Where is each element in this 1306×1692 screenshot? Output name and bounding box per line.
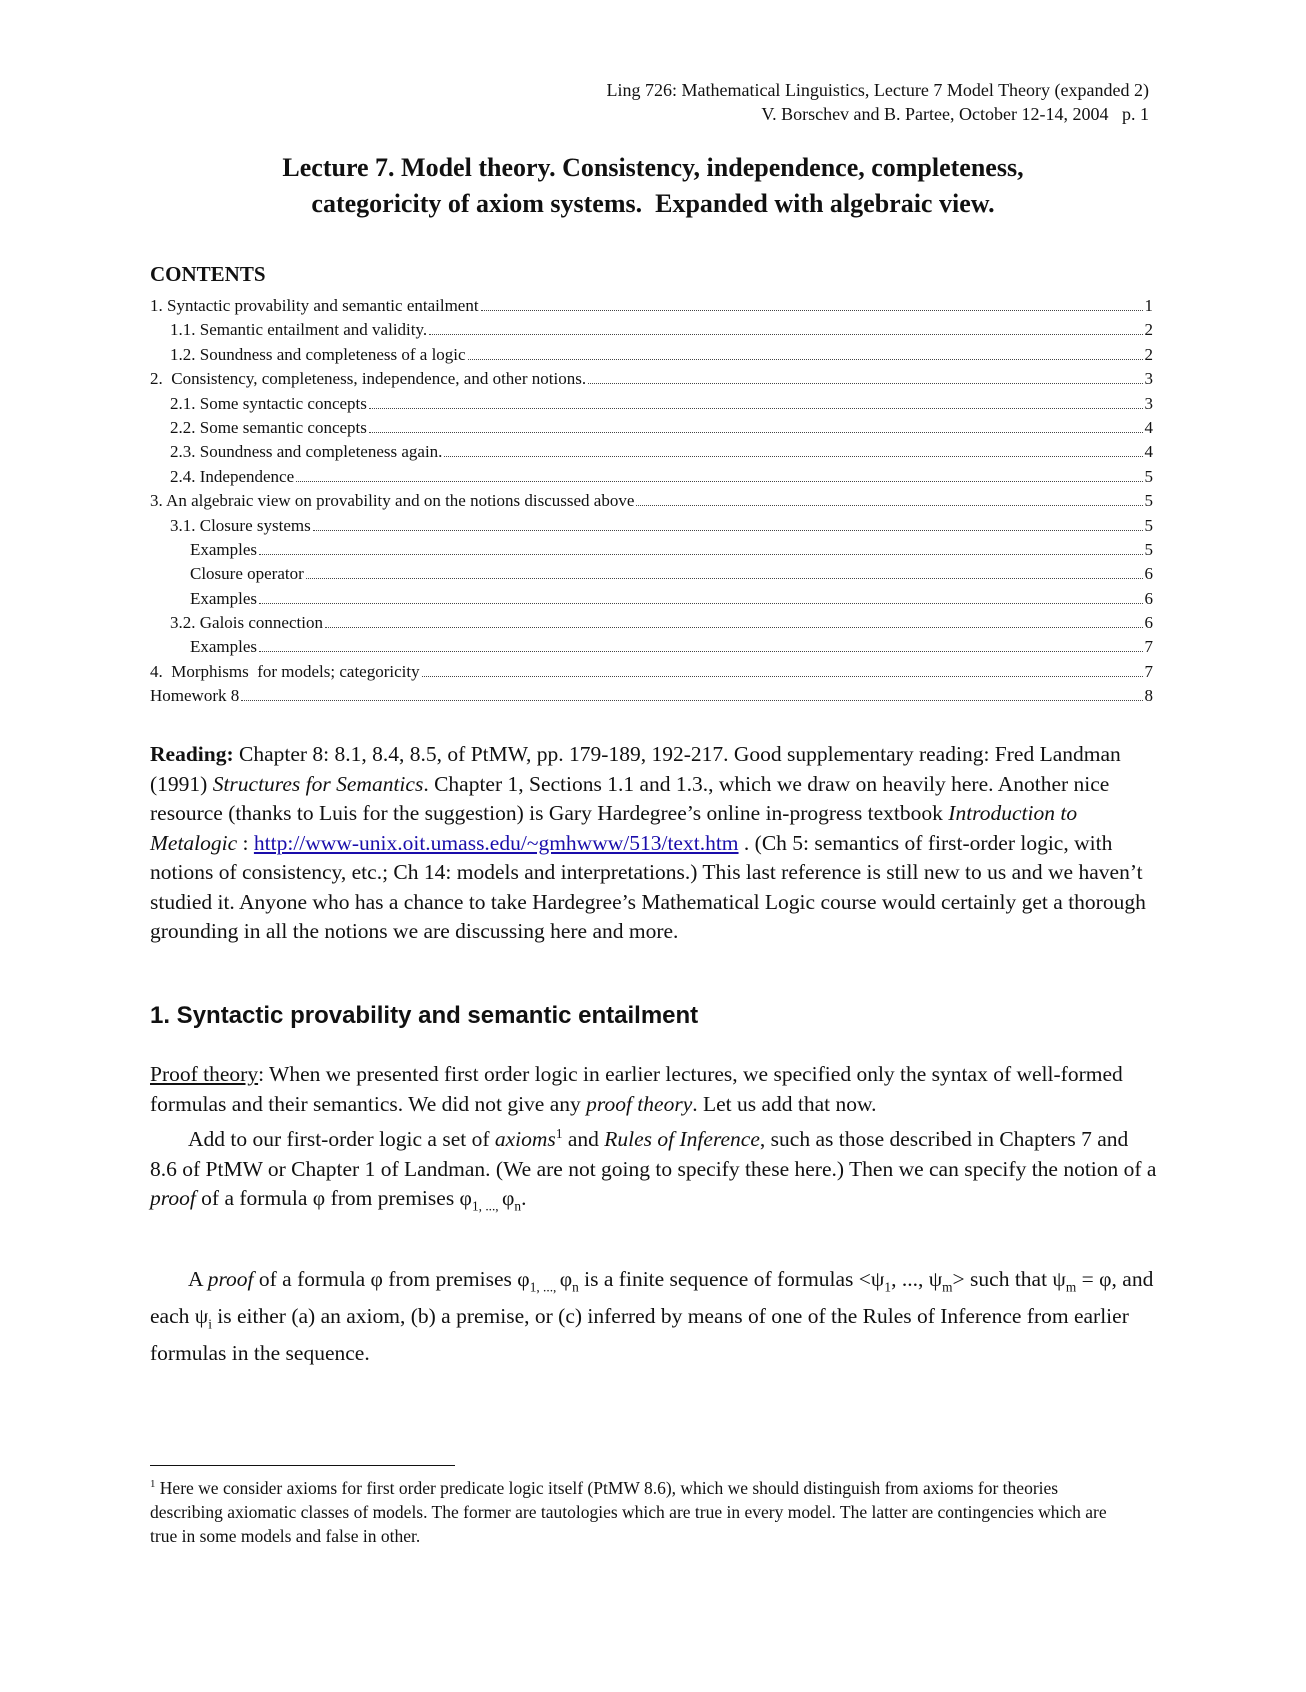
toc-leader-dots — [444, 456, 1142, 457]
p2-text-5: φ — [501, 1186, 515, 1211]
toc-leader-dots — [481, 310, 1143, 311]
toc-leader-dots — [241, 700, 1142, 701]
toc-entry-label: Examples — [190, 539, 258, 559]
toc-entry[interactable] — [150, 564, 1153, 588]
toc-entry-label: 3.1. Closure systems — [170, 515, 311, 535]
p2-text-6: . — [521, 1186, 527, 1211]
toc-entry-label: 1.1. Semantic entailment and validity. — [170, 320, 428, 340]
p3-text-6: > such that ψ — [952, 1267, 1066, 1291]
toc-entry-page: 3 — [1144, 393, 1153, 413]
p3-proof: proof — [207, 1267, 254, 1291]
running-header — [606, 78, 1149, 126]
toc-entry-label: 1. Syntactic provability and semantic entailment — [150, 296, 479, 315]
section-1-heading: 1. Syntactic provability and semantic entailment — [150, 1002, 699, 1029]
toc-entry-page: 7 — [1144, 637, 1153, 657]
toc-entry-page: 7 — [1144, 661, 1153, 681]
toc-entry-page: 6 — [1144, 564, 1153, 584]
reading-text-3: : — [237, 830, 254, 855]
p3-sub-5: m — [1065, 1279, 1077, 1295]
toc-entry-page: 6 — [1144, 588, 1153, 608]
toc-leader-dots — [259, 603, 1142, 604]
p3-text-2: of a formula φ from premises φ — [253, 1267, 530, 1291]
book-title-landman: Structures for Semantics — [212, 771, 424, 796]
toc-entry-page: 1 — [1144, 296, 1153, 315]
proof-theory-paragraphs — [150, 1060, 1160, 1221]
toc-entry[interactable] — [150, 686, 1153, 710]
book-title-hardegree: Introduction to Metalogic — [150, 801, 1078, 855]
p3-text-7: = φ, and each ψ — [150, 1267, 1154, 1328]
toc-entry-page: 4 — [1144, 442, 1153, 462]
p3-sub-1: 1, ..., — [529, 1279, 560, 1295]
p3-sub-4: m — [942, 1279, 953, 1295]
p3-text-8: is either (a) an axiom, (b) a premise, or (c) inferred by means of one of the Rules of Inference from earlier formulas in the sequence. — [150, 1303, 1129, 1365]
toc-entry[interactable] — [150, 613, 1153, 637]
toc-leader-dots — [422, 676, 1143, 677]
toc-entry[interactable] — [150, 467, 1153, 491]
contents-heading: CONTENTS — [150, 262, 266, 286]
p2-proof: proof — [150, 1186, 196, 1211]
toc-entry[interactable] — [150, 516, 1153, 540]
toc-leader-dots — [259, 554, 1142, 555]
p2-text-4: of a formula φ from premises φ — [195, 1186, 472, 1211]
reading-paragraph — [150, 740, 1160, 947]
toc-entry[interactable] — [150, 296, 1153, 320]
toc-entry-label: 2.2. Some semantic concepts — [170, 417, 367, 437]
toc-entry-label: 2.1. Some syntactic concepts — [170, 393, 367, 413]
toc-entry-label: 2.3. Soundness and completeness again. — [170, 442, 443, 462]
p3-text-5: , ..., ψ — [891, 1267, 943, 1291]
toc-entry[interactable] — [150, 394, 1153, 418]
footnote-ref-1[interactable]: 1 — [555, 1126, 563, 1141]
footnote-text: Here we consider axioms for first order predicate logic itself (PtMW 8.6), which we should distinguish from axioms for theories describing axiomatic classes of models. The former are tautologies which are true in every model. The latter are contingencies which are true in some models and false in other. — [150, 1477, 1107, 1546]
p3-text-4: is a finite sequence of formulas <ψ — [578, 1267, 885, 1291]
proof-theory-label: Proof theory — [150, 1062, 259, 1086]
p3-text-3: φ — [559, 1267, 573, 1291]
toc-entry-label: 3. An algebraic view on provability and on the notions discussed above — [150, 491, 635, 511]
toc-entry-page: 6 — [1144, 613, 1153, 633]
reading-text-2: . Chapter 1, Sections 1.1 and 1.3., which we draw on heavily here. Another nice resource (thanks to Luis for the suggestion) is Gary Hardegree’s online in-progress textbook — [150, 771, 1110, 825]
toc-entry-label: 3.2. Galois connection — [170, 613, 323, 633]
toc-leader-dots — [369, 408, 1143, 409]
p1-text-2: . Let us add that now. — [692, 1091, 877, 1116]
toc-entry[interactable] — [150, 491, 1153, 515]
toc-entry[interactable] — [150, 369, 1153, 393]
toc-entry-page: 5 — [1144, 466, 1153, 486]
title-line-1: Lecture 7. Model theory. Consistency, independence, completeness, — [282, 153, 1024, 182]
p2-sub-2: n — [514, 1198, 522, 1214]
toc-entry[interactable] — [150, 662, 1153, 686]
p2-axioms: axioms — [494, 1127, 556, 1152]
p1-text-1: : When we presented first order logic in earlier lectures, we specified only the syntax of well-formed formulas and their semantics. We did not give any — [150, 1062, 1123, 1116]
p3-sub-3: 1 — [884, 1279, 892, 1295]
toc-entry-page: 5 — [1144, 491, 1153, 511]
toc-entry-label: 1.2. Soundness and completeness of a logic — [170, 344, 466, 364]
table-of-contents — [150, 296, 1153, 711]
toc-leader-dots — [325, 627, 1143, 628]
toc-entry-label: Examples — [190, 588, 258, 608]
reading-text-4: . (Ch 5: semantics of first-order logic, with notions of consistency, etc.; Ch 14: models and interpretations.) This last reference is still new to us and we haven’t studied it. Anyone who has a chance to take Hardegree’s Mathematical Logic course would certainly get a thorough grounding in all the notions we are discussing here and more. — [150, 830, 1146, 943]
p3-text-1: A — [188, 1267, 208, 1291]
p2-text-3: , such as those described in Chapters 7 and 8.6 of PtMW or Chapter 1 of Landman. (We are not going to specify these here.) Then we can specify the notion of a — [150, 1127, 1157, 1181]
toc-entry[interactable] — [150, 320, 1153, 344]
toc-entry-page: 2 — [1144, 320, 1153, 340]
toc-entry[interactable] — [150, 540, 1153, 564]
p3-sub-6: i — [208, 1316, 212, 1332]
toc-leader-dots — [313, 530, 1143, 531]
toc-entry-label: Homework 8 — [150, 686, 240, 706]
toc-leader-dots — [588, 383, 1142, 384]
toc-leader-dots — [468, 359, 1143, 360]
footnote-1 — [150, 1472, 1135, 1548]
p2-rules: Rules of Inference — [604, 1127, 760, 1152]
p3-sub-2: n — [572, 1279, 579, 1295]
toc-entry[interactable] — [150, 637, 1153, 661]
p2-text-2: and — [562, 1127, 605, 1152]
title-line-2: categoricity of axiom systems. Expanded with algebraic view. — [311, 189, 995, 218]
toc-entry[interactable] — [150, 345, 1153, 369]
toc-leader-dots — [259, 651, 1142, 652]
toc-entry-label: 2.4. Independence — [170, 466, 295, 486]
toc-entry[interactable] — [150, 589, 1153, 613]
toc-entry-page: 4 — [1144, 417, 1153, 437]
toc-leader-dots — [296, 481, 1142, 482]
p1-emphasis: proof theory — [586, 1091, 693, 1116]
reading-text-1: Chapter 8: 8.1, 8.4, 8.5, of PtMW, pp. 179-189, 192-217. Good supplementary reading: Fred Landman (1991) — [150, 742, 1121, 796]
toc-entry-label: Closure operator — [190, 564, 304, 584]
toc-entry[interactable] — [150, 442, 1153, 466]
toc-entry-page: 8 — [1144, 686, 1153, 706]
p2-text-1: Add to our first-order logic a set of — [188, 1127, 495, 1152]
toc-entry-label: 2. Consistency, completeness, independence, and other notions. — [150, 369, 587, 389]
footnote-marker: 1 — [150, 1478, 156, 1490]
toc-entry-page: 5 — [1144, 515, 1153, 535]
header-line-1: Ling 726: Mathematical Linguistics, Lecture 7 Model Theory (expanded 2) — [606, 80, 1149, 100]
header-line-2: V. Borschev and B. Partee, October 12-14, 2004 p. 1 — [761, 104, 1149, 124]
hardegree-link[interactable]: http://www-unix.oit.umass.edu/~gmhwww/513/text.htm — [253, 830, 739, 855]
toc-entry[interactable] — [150, 418, 1153, 442]
toc-entry-label: Examples — [190, 637, 258, 657]
toc-leader-dots — [636, 505, 1142, 506]
toc-leader-dots — [306, 578, 1143, 579]
p2-sub-1: 1, ..., — [471, 1198, 502, 1214]
footnote-divider — [150, 1465, 455, 1466]
toc-entry-page: 5 — [1144, 539, 1153, 559]
toc-leader-dots — [429, 334, 1142, 335]
toc-entry-label: 4. Morphisms for models; categoricity — [150, 661, 420, 681]
proof-definition-paragraph — [150, 1265, 1160, 1368]
toc-entry-page: 2 — [1144, 344, 1153, 364]
reading-label: Reading: — [150, 742, 234, 766]
toc-leader-dots — [369, 432, 1143, 433]
lecture-title — [150, 150, 1156, 222]
toc-entry-page: 3 — [1144, 369, 1153, 389]
